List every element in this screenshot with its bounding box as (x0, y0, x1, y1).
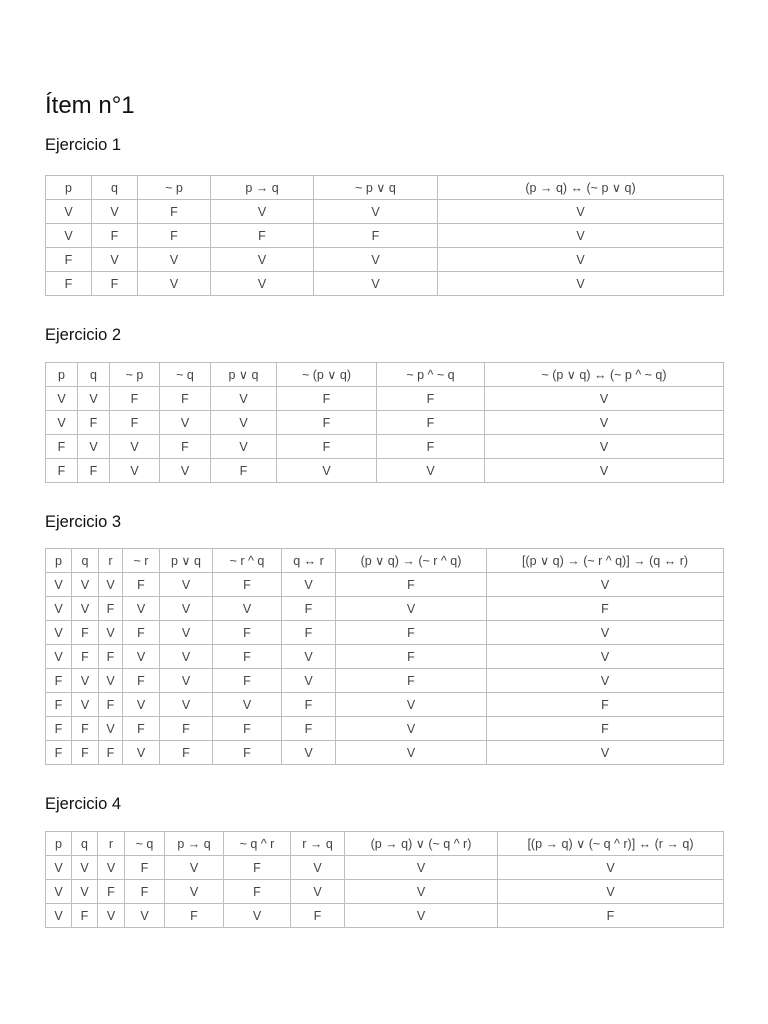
table-cell: V (485, 411, 724, 435)
table-cell: V (165, 856, 224, 880)
truth-table-3 (45, 548, 724, 765)
column-header: ~ q ^ r (224, 832, 291, 856)
table-cell: V (485, 435, 724, 459)
table-cell: F (224, 856, 291, 880)
table-cell: F (487, 693, 724, 717)
table-cell: V (487, 645, 724, 669)
table-cell: V (72, 597, 99, 621)
table-cell: F (46, 693, 72, 717)
table-header-row (46, 176, 724, 200)
table-cell: F (487, 717, 724, 741)
table-cell: V (314, 248, 438, 272)
table-cell: V (99, 717, 123, 741)
table-cell: F (282, 597, 336, 621)
table-cell: V (485, 387, 724, 411)
column-header: q (72, 832, 98, 856)
page-title: Ítem n°1 (45, 92, 135, 119)
table-cell: V (487, 621, 724, 645)
column-header: p (46, 549, 72, 573)
column-header: ~ p (138, 176, 211, 200)
table-cell: F (224, 880, 291, 904)
table-cell: V (160, 645, 213, 669)
table-cell: V (78, 387, 110, 411)
table-cell: V (485, 459, 724, 483)
table-cell: V (92, 248, 138, 272)
table-cell: V (336, 597, 487, 621)
table-row (46, 597, 724, 621)
table-cell: V (123, 597, 160, 621)
table-cell: F (78, 411, 110, 435)
table-cell: F (125, 856, 165, 880)
table-cell: F (110, 387, 160, 411)
table-cell: F (211, 459, 277, 483)
table-cell: V (213, 693, 282, 717)
table-cell: V (125, 904, 165, 928)
column-header: p (46, 363, 78, 387)
table-cell: F (138, 224, 211, 248)
table-cell: V (78, 435, 110, 459)
table-cell: V (123, 693, 160, 717)
table-cell: V (438, 224, 724, 248)
table-cell: F (46, 248, 92, 272)
table-cell: F (213, 621, 282, 645)
table-cell: F (123, 669, 160, 693)
table-cell: F (160, 741, 213, 765)
table-cell: V (282, 645, 336, 669)
table-cell: F (165, 904, 224, 928)
exercise-3-heading: Ejercicio 3 (45, 513, 122, 531)
table-row (46, 880, 724, 904)
table-row (46, 411, 724, 435)
table-cell: F (46, 669, 72, 693)
table-row (46, 693, 724, 717)
column-header: (p → q) ∨ (~ q ^ r) (345, 832, 498, 856)
table-cell: F (72, 717, 99, 741)
table-row (46, 459, 724, 483)
table-cell: V (46, 224, 92, 248)
table-cell: F (92, 272, 138, 296)
table-cell: F (377, 387, 485, 411)
table-cell: V (282, 669, 336, 693)
table-cell: V (211, 272, 314, 296)
table-cell: F (336, 621, 487, 645)
table-row (46, 573, 724, 597)
column-header: ~ q (125, 832, 165, 856)
column-header: p → q (165, 832, 224, 856)
column-header: ~ p ^ ~ q (377, 363, 485, 387)
table-cell: F (498, 904, 724, 928)
table-cell: F (72, 904, 98, 928)
table-cell: F (213, 573, 282, 597)
table-cell: V (160, 669, 213, 693)
table-cell: F (336, 669, 487, 693)
table-cell: V (72, 573, 99, 597)
table-cell: V (314, 272, 438, 296)
table-cell: V (138, 248, 211, 272)
column-header: r (98, 832, 125, 856)
table-cell: F (78, 459, 110, 483)
table-cell: V (498, 880, 724, 904)
truth-table-2 (45, 362, 724, 483)
table-cell: V (46, 573, 72, 597)
table-cell: F (99, 741, 123, 765)
table-cell: V (345, 856, 498, 880)
table-cell: F (99, 597, 123, 621)
table-cell: F (314, 224, 438, 248)
table-cell: V (291, 856, 345, 880)
table-cell: V (336, 693, 487, 717)
exercise-4-heading: Ejercicio 4 (45, 795, 122, 813)
column-header: ~ (p ∨ q) (277, 363, 377, 387)
column-header: p ∨ q (211, 363, 277, 387)
exercise-2-heading: Ejercicio 2 (45, 326, 122, 344)
table-cell: F (277, 435, 377, 459)
table-row (46, 717, 724, 741)
table-cell: F (282, 717, 336, 741)
table-row (46, 435, 724, 459)
column-header: q (92, 176, 138, 200)
table-cell: F (72, 645, 99, 669)
table-cell: F (377, 411, 485, 435)
table-cell: F (123, 621, 160, 645)
table-cell: V (72, 856, 98, 880)
column-header: ~ r (123, 549, 160, 573)
table-cell: V (211, 248, 314, 272)
table-cell: V (487, 669, 724, 693)
table-cell: F (123, 717, 160, 741)
column-header: p (46, 176, 92, 200)
table-cell: V (46, 621, 72, 645)
table-cell: F (46, 717, 72, 741)
table-cell: F (213, 645, 282, 669)
table-cell: V (99, 573, 123, 597)
table-header-row (46, 832, 724, 856)
exercise-1-heading: Ejercicio 1 (45, 136, 122, 154)
column-header: q (72, 549, 99, 573)
table-cell: V (438, 200, 724, 224)
table-cell: V (160, 621, 213, 645)
table-cell: V (123, 741, 160, 765)
table-cell: V (487, 741, 724, 765)
table-cell: V (211, 200, 314, 224)
table-cell: V (438, 272, 724, 296)
table-cell: V (160, 693, 213, 717)
column-header: p (46, 832, 72, 856)
column-header: ~ q (160, 363, 211, 387)
table-cell: V (160, 573, 213, 597)
table-cell: V (211, 387, 277, 411)
table-cell: V (46, 856, 72, 880)
table-row (46, 272, 724, 296)
table-cell: V (72, 669, 99, 693)
table-cell: F (72, 741, 99, 765)
table-cell: F (277, 411, 377, 435)
table-cell: V (213, 597, 282, 621)
table-cell: F (46, 741, 72, 765)
table-cell: F (213, 741, 282, 765)
column-header: [(p → q) ∨ (~ q ^ r)] ↔ (r → q) (498, 832, 724, 856)
table-cell: V (99, 621, 123, 645)
table-cell: F (160, 717, 213, 741)
table-cell: V (160, 411, 211, 435)
table-cell: F (123, 573, 160, 597)
table-cell: F (291, 904, 345, 928)
table-cell: V (99, 669, 123, 693)
truth-table-1 (45, 175, 724, 296)
table-cell: V (72, 693, 99, 717)
table-row (46, 224, 724, 248)
table-cell: V (314, 200, 438, 224)
table-cell: V (282, 741, 336, 765)
table-cell: V (110, 459, 160, 483)
table-cell: F (46, 459, 78, 483)
table-cell: F (99, 693, 123, 717)
table-cell: V (92, 200, 138, 224)
table-cell: V (46, 387, 78, 411)
column-header: q (78, 363, 110, 387)
table-cell: V (160, 459, 211, 483)
table-cell: F (46, 272, 92, 296)
column-header: [(p ∨ q) → (~ r ^ q)] → (q ↔ r) (487, 549, 724, 573)
table-cell: V (123, 645, 160, 669)
table-cell: F (213, 717, 282, 741)
table-cell: V (336, 741, 487, 765)
table-cell: V (46, 597, 72, 621)
table-cell: F (336, 645, 487, 669)
table-cell: F (487, 597, 724, 621)
column-header: ~ p (110, 363, 160, 387)
table-cell: F (211, 224, 314, 248)
table-cell: V (72, 880, 98, 904)
column-header: ~ r ^ q (213, 549, 282, 573)
table-cell: V (211, 411, 277, 435)
table-cell: V (46, 200, 92, 224)
column-header: q ↔ r (282, 549, 336, 573)
column-header: r → q (291, 832, 345, 856)
table-cell: F (160, 435, 211, 459)
table-cell: V (165, 880, 224, 904)
table-cell: V (282, 573, 336, 597)
table-cell: F (160, 387, 211, 411)
table-cell: F (110, 411, 160, 435)
table-row (46, 248, 724, 272)
column-header: (p ∨ q) → (~ r ^ q) (336, 549, 487, 573)
table-header-row (46, 549, 724, 573)
table-cell: V (46, 411, 78, 435)
table-row (46, 856, 724, 880)
table-row (46, 741, 724, 765)
table-cell: V (46, 880, 72, 904)
table-cell: V (345, 904, 498, 928)
table-row (46, 621, 724, 645)
column-header: (p → q) ↔ (~ p ∨ q) (438, 176, 724, 200)
table-cell: V (291, 880, 345, 904)
table-cell: V (211, 435, 277, 459)
table-cell: V (438, 248, 724, 272)
table-cell: V (46, 645, 72, 669)
table-cell: V (345, 880, 498, 904)
table-row (46, 200, 724, 224)
table-cell: V (498, 856, 724, 880)
truth-table-4 (45, 831, 724, 928)
table-cell: F (46, 435, 78, 459)
table-cell: F (213, 669, 282, 693)
table-row (46, 904, 724, 928)
table-cell: F (336, 573, 487, 597)
column-header: ~ (p ∨ q) ↔ (~ p ^ ~ q) (485, 363, 724, 387)
column-header: p ∨ q (160, 549, 213, 573)
table-cell: F (138, 200, 211, 224)
table-cell: V (160, 597, 213, 621)
table-row (46, 387, 724, 411)
table-cell: F (98, 880, 125, 904)
table-header-row (46, 363, 724, 387)
table-cell: F (99, 645, 123, 669)
table-cell: V (138, 272, 211, 296)
table-cell: F (277, 387, 377, 411)
table-cell: V (377, 459, 485, 483)
table-cell: V (487, 573, 724, 597)
table-cell: V (277, 459, 377, 483)
column-header: r (99, 549, 123, 573)
table-cell: V (110, 435, 160, 459)
column-header: ~ p ∨ q (314, 176, 438, 200)
table-cell: V (224, 904, 291, 928)
table-cell: F (282, 621, 336, 645)
table-cell: V (98, 904, 125, 928)
table-row (46, 645, 724, 669)
table-cell: F (377, 435, 485, 459)
table-cell: V (336, 717, 487, 741)
table-cell: F (72, 621, 99, 645)
table-cell: V (98, 856, 125, 880)
table-cell: F (92, 224, 138, 248)
column-header: p → q (211, 176, 314, 200)
table-row (46, 669, 724, 693)
table-cell: F (282, 693, 336, 717)
table-cell: V (46, 904, 72, 928)
table-cell: F (125, 880, 165, 904)
